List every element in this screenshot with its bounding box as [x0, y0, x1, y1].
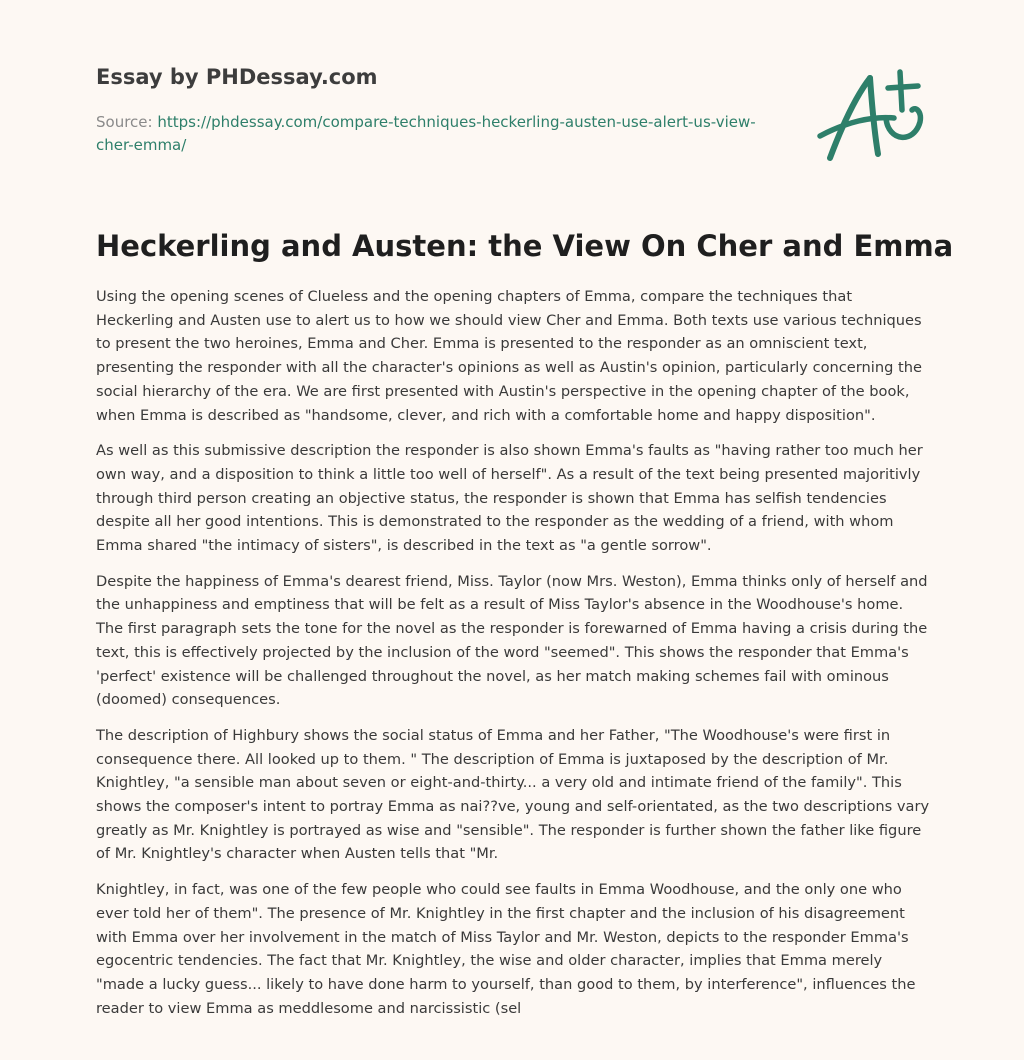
a-plus-logo-icon	[816, 66, 928, 166]
essay-paragraph: Despite the happiness of Emma's dearest friend, Miss. Taylor (now Mrs. Weston), Emma thinks only of herself and the unhappiness and emptiness that will be felt as a result of Miss Taylor's absence in the Woodhouse's home. The first paragraph sets the tone for the novel as the responder is forewarned of Emma having a crisis during the text, this is effectively projected by the inclusion of the word "seemed". This shows the responder that Emma's 'perfect' existence will be challenged throughout the novel, as her match making schemes fail with ominous (doomed) consequences.	[96, 572, 928, 709]
essay-paragraph: Knightley, in fact, was one of the few people who could see faults in Emma Woodhouse, and the only one who ever told her of them". The presence of Mr. Knightley in the first chapter and the inclusion of his disagreement with Emma over her involvement in the match of Miss Taylor and Mr. Weston, depicts to the responder Emma's egocentric tendencies. The fact that Mr. Knightley, the wise and older character, implies that Emma merely "made a lucky guess... likely to have done harm to yourself, than good to them, by interference", influences the reader to view Emma as meddlesome and narcissistic (sel	[96, 881, 916, 1017]
source-link[interactable]: https://phdessay.com/compare-techniques-heckerling-austen-use-alert-us-view-cher-emma/	[96, 113, 756, 154]
source-line	[96, 111, 776, 157]
essay-paragraph: As well as this submissive description the responder is also shown Emma's faults as "having rather too much her own way, and a disposition to think a little too well of herself". As a result of the text being presented majoritivly through third person creating an objective status, the responder is shown that Emma has selfish tendencies despite all her good intentions. This is demonstrated to the responder as the wedding of a friend, with whom Emma shared "the intimacy of sisters", is described in the text as "a gentle sorrow".	[96, 442, 923, 555]
essay-title: Heckerling and Austen: the View On Cher and Emma	[96, 229, 954, 263]
source-label: Source:	[96, 113, 153, 131]
essay-paragraph: Using the opening scenes of Clueless and the opening chapters of Emma, compare the techniques that Heckerling and Austen use to alert us to how we should view Cher and Emma. Both texts use various techniques to present the two heroines, Emma and Cher. Emma is presented to the responder as an omniscient text, presenting the responder with all the character's opinions as well as Austin's opinion, particularly concerning the social hierarchy of the era. We are first presented with Austin's perspective in the opening chapter of the book, when Emma is described as "handsome, clever, and rich with a comfortable home and happy disposition".	[96, 288, 922, 424]
essay-body	[96, 285, 932, 1032]
site-title: Essay by PHDessay.com	[96, 65, 378, 89]
essay-paragraph: The description of Highbury shows the social status of Emma and her Father, "The Woodhouse's were first in consequence there. All looked up to them. " The description of Emma is juxtaposed by the description of Mr. Knightley, "a sensible man about seven or eight-and-thirty... a very old and intimate friend of the family". This shows the composer's intent to portray Emma as nai??ve, young and self-orientated, as the two descriptions vary greatly as Mr. Knightley is portrayed as wise and "sensible". The responder is further shown the father like figure of Mr. Knightley's character when Austen tells that "Mr.	[96, 726, 930, 863]
